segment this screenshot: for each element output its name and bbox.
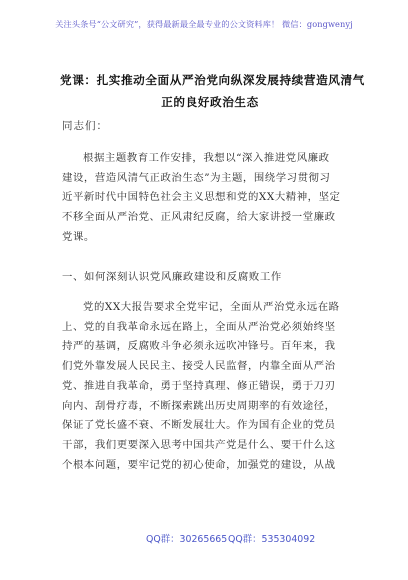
- top-banner: 关注头条号“公文研究”，获得最新最全最专业的公文资料库！ 微信：gongwenyj: [55, 19, 353, 29]
- paragraph-line: 根据主题教育工作安排，我想以“深入推进党风廉政: [83, 152, 330, 164]
- footer-bar: [0, 528, 408, 548]
- section-heading: 一、如何深刻认识党风廉政建设和反腐败工作: [62, 271, 282, 283]
- paragraph-line: 不移全面从严治党、正风肃纪反腐，给大家讲授一堂廉政: [62, 211, 336, 224]
- paragraph-section-1: [62, 298, 354, 475]
- paragraph-intro: [62, 149, 354, 248]
- paragraph-line: 保证了党长盛不衰、不断发展壮大。作为国有企业的党员: [62, 419, 336, 432]
- paragraph-line: 党课。: [62, 230, 95, 243]
- paragraph-line: 向内、刮骨疗毒，不断探索跳出历史周期率的有效途径，: [62, 399, 336, 412]
- paragraph-line: 个根本问题，要牢记党的初心使命，加强党的建设，从战: [62, 458, 336, 471]
- salutation: 同志们：: [62, 120, 108, 132]
- paragraph-line: 党、推进自我革命，勇于坚持真理、修正错误，勇于刀刃: [62, 379, 336, 392]
- qq-group-1: QQ群：30265665: [146, 534, 228, 545]
- qq-group-2: QQ群：535304092: [228, 534, 316, 545]
- paragraph-line: 近平新时代中国特色社会主义思想和党的XX大精神，坚定: [62, 191, 341, 204]
- title-line-2: 正的良好政治生态: [161, 95, 259, 109]
- paragraph-line: 持严的基调，反腐败斗争必须永远吹冲锋号。百年来，我: [62, 340, 336, 353]
- document-title: [60, 69, 365, 113]
- paragraph-line: 干部，我们更要深入思考中国共产党是什么、要干什么这: [62, 438, 336, 451]
- paragraph-line: 上、党的自我革命永远在路上，全面从严治党必须始终坚: [62, 320, 336, 333]
- paragraph-line: 党的XX大报告要求全党牢记，全面从严治党永远在路: [83, 301, 340, 313]
- paragraph-line: 建设，营造风清气正政治生态”为主题，围绕学习贯彻习: [62, 171, 331, 184]
- paragraph-line: 们党外靠发展人民民主、接受人民监督，内靠全面从严治: [62, 360, 336, 373]
- title-line-1: 党课：扎实推动全面从严治党向纵深发展持续营造风清气: [60, 73, 365, 87]
